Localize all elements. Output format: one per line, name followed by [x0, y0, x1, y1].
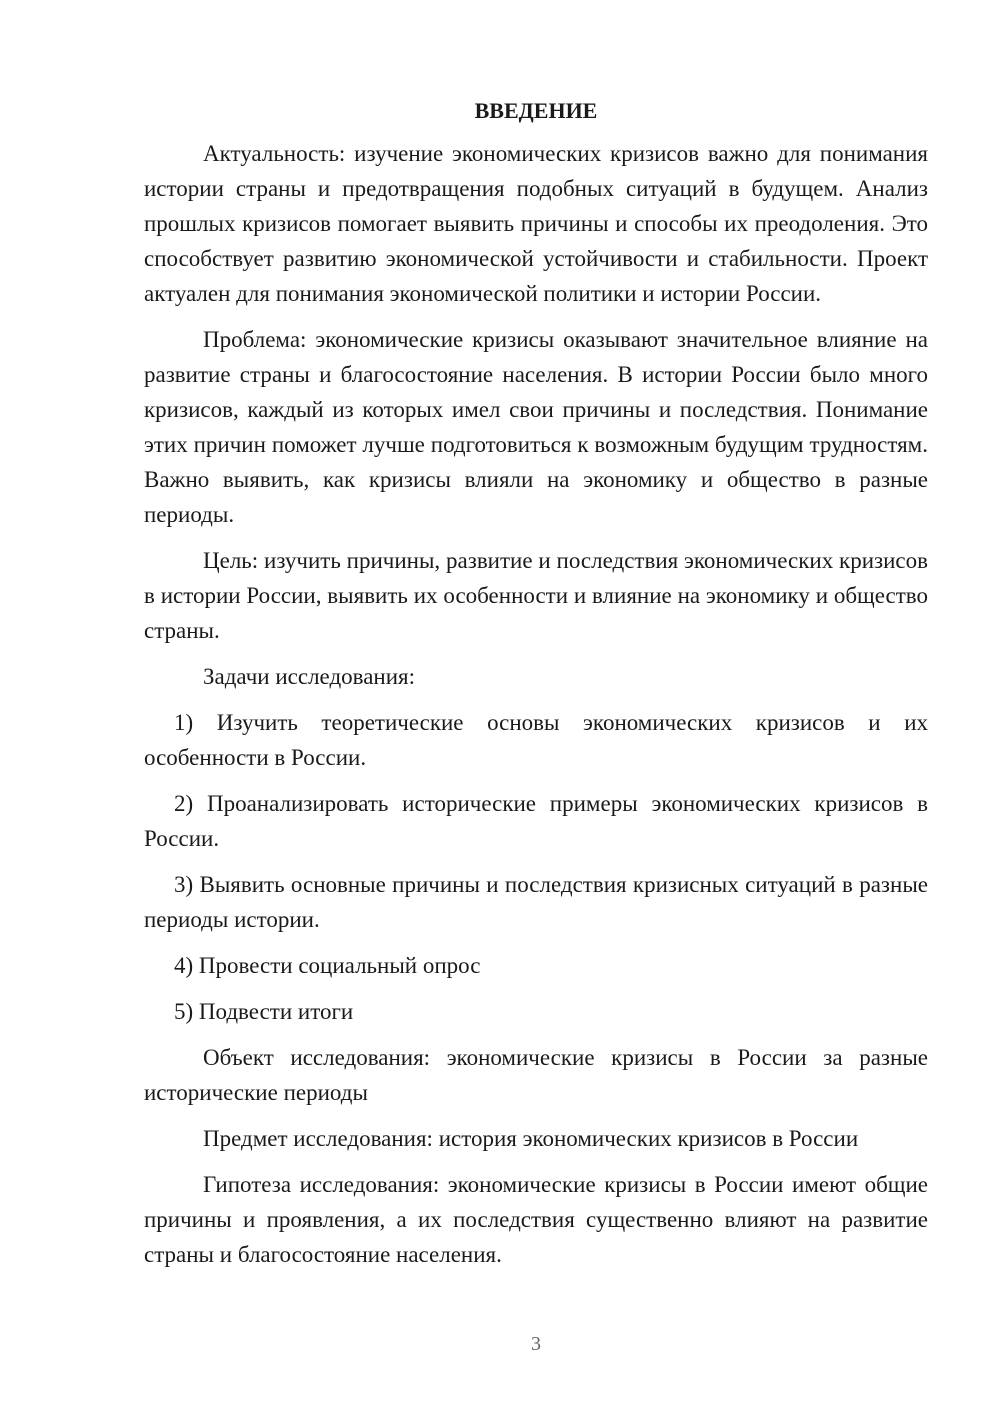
- subject-paragraph: Предмет исследования: история экономических кризисов в России: [203, 1126, 859, 1151]
- hypothesis-paragraph: Гипотеза исследования: экономические кризисы в России имеют общие причины и проявления, а их последствия существенно влияют на развитие страны и благосостояние населения.: [144, 1172, 928, 1267]
- tasks-heading: Задачи исследования:: [203, 664, 416, 689]
- goal-paragraph: Цель: изучить причины, развитие и последствия экономических кризисов в истории России, выявить их особенности и влияние на экономику и общество страны.: [144, 548, 928, 643]
- page-content: [144, 90, 928, 1272]
- task-item-3: 3) Выявить основные причины и последствия кризисных ситуаций в разные периоды истории.: [144, 872, 928, 932]
- page-number: 3: [531, 1333, 541, 1355]
- task-item-5: 5) Подвести итоги: [174, 999, 354, 1024]
- relevance-paragraph: Актуальность: изучение экономических кризисов важно для понимания истории страны и предотвращения подобных ситуаций в будущем. Анализ прошлых кризисов помогает выявить причины и способы их преодоления. Это способствует развитию экономической устойчивости и стабильности. Проект актуален для понимания экономической политики и истории России.: [144, 141, 928, 306]
- task-item-2: 2) Проанализировать исторические примеры экономических кризисов в России.: [144, 791, 928, 851]
- problem-paragraph: Проблема: экономические кризисы оказывают значительное влияние на развитие страны и благосостояние населения. В истории России было много кризисов, каждый из которых имел свои причины и последствия. Понимание этих причин поможет лучше подготовиться к возможным будущим трудностям. Важно выявить, как кризисы влияли на экономику и общество в разные периоды.: [144, 327, 928, 527]
- object-paragraph: Объект исследования: экономические кризисы в России за разные исторические периоды: [144, 1045, 928, 1105]
- task-item-4: 4) Провести социальный опрос: [174, 953, 481, 978]
- task-item-1: 1) Изучить теоретические основы экономических кризисов и их особенности в России.: [144, 710, 928, 770]
- section-title: ВВЕДЕНИЕ: [474, 98, 598, 123]
